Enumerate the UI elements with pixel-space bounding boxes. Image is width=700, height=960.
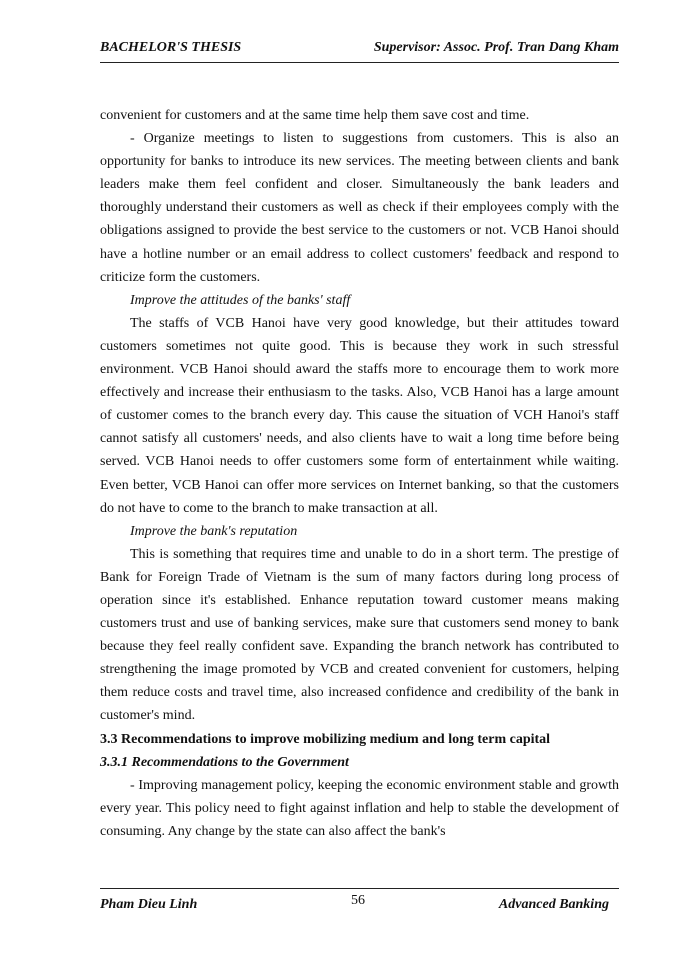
paragraph-government: - Improving management policy, keeping the economic environment stable and growth every year. This policy need to fight against inflation and help to stable the development of consuming. Any change by the state can also affect the bank's — [100, 777, 619, 839]
paragraph-staff: The staffs of VCB Hanoi have very good knowledge, but their attitudes toward customers sometimes not quite good. This is because they work in such stressful environment. VCB Hanoi should award the staffs more to encourage them to work more effectively and increase their enthusiasm to the tasks. Also, VCB Hanoi has a large amount of customer comes to the branch every day. This cause the situation of VCH Hanoi's staff cannot satisfy all customers' needs, and also clients have to wait a long time before being served. VCB Hanoi needs to offer customers some form of entertainment while waiting. Even better, VCB Hanoi can offer more services on Internet banking, so that the customers do not have to come to the branch to make transaction at all. — [100, 315, 619, 516]
subtitle-staff-attitudes: Improve the attitudes of the banks' staff — [130, 292, 351, 308]
page-header — [100, 40, 619, 60]
footer-course: Advanced Banking — [498, 897, 609, 912]
header-divider — [100, 62, 619, 63]
paragraph-continuation: convenient for customers and at the same time help them save cost and time. — [100, 108, 530, 123]
subtitle-reputation: Improve the bank's reputation — [130, 523, 298, 539]
header-thesis-label: BACHELOR'S THESIS — [100, 40, 242, 55]
footer-divider — [100, 888, 619, 889]
paragraph-meetings: - Organize meetings to listen to suggestions from customers. This is also an opportunity for banks to introduce its new services. The meeting between clients and bank leaders make them feel confident and closer. Simultaneously the bank leaders and thoroughly understand their customers as well as check if their employees comply with the obligations assigned to provide the best service to the customers or not. VCB Hanoi should have a hotline number or an email address to collect customers' feedback and respond to criticize form the customers. — [100, 131, 619, 285]
section-heading: 3.3 Recommendations to improve mobilizing medium and long term capital — [100, 731, 551, 747]
paragraph-reputation: This is something that requires time and unable to do in a short term. The prestige of Bank for Foreign Trade of Vietnam is the sum of many factors during long process of operation since it's established. Enhance reputation toward customer means making customers trust and use of banking services, make sure that customers send money to bank because they feel really confident save. Expanding the branch network has contributed to strengthening the image promoted by VCB and created convenient for customers, helping them reduce costs and travel time, also increased confidence and credibility of the bank in customer's mind. — [100, 546, 619, 724]
subsection-heading: 3.3.1 Recommendations to the Government — [100, 754, 349, 770]
page-body — [100, 104, 619, 843]
footer-author: Pham Dieu Linh — [100, 897, 198, 912]
header-supervisor: Supervisor: Assoc. Prof. Tran Dang Kham — [373, 40, 619, 55]
page-footer — [100, 893, 619, 913]
page-number: 56 — [351, 893, 365, 908]
